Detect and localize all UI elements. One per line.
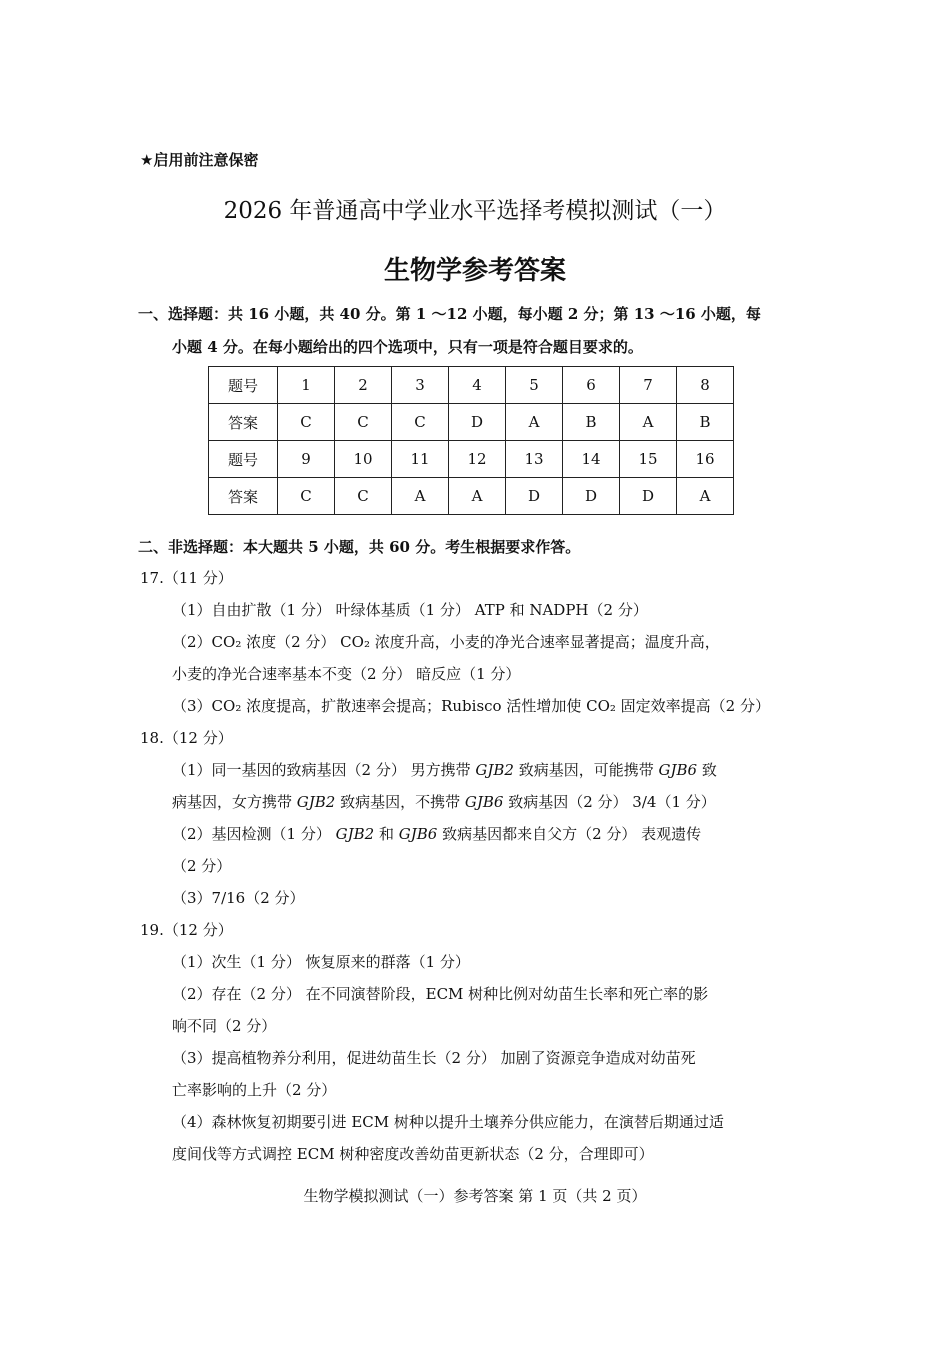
gene-name: GJB2 xyxy=(296,793,336,811)
question-number: 5 xyxy=(506,367,563,404)
question-number: 14 xyxy=(563,441,620,478)
q17-heading: 17.（11 分） xyxy=(140,569,233,587)
row-label: 题号 xyxy=(209,367,278,404)
answer-cell: A xyxy=(620,404,677,441)
answer-cell: A xyxy=(449,478,506,515)
q17-line: （1）自由扩散（1 分） 叶绿体基质（1 分） ATP 和 NADPH（2 分） xyxy=(172,601,648,619)
question-number: 16 xyxy=(677,441,734,478)
exam-title: 2026 年普通高中学业水平选择考模拟测试（一） xyxy=(223,198,727,224)
answer-cell: A xyxy=(506,404,563,441)
q18-line: （2 分） xyxy=(172,857,232,875)
row-label: 答案 xyxy=(209,478,278,515)
answer-cell: D xyxy=(563,478,620,515)
question-number: 4 xyxy=(449,367,506,404)
row-label: 题号 xyxy=(209,441,278,478)
q18-line: （1）同一基因的致病基因（2 分） 男方携带 GJB2 致病基因，可能携带 GJB6 致 xyxy=(172,761,717,779)
row-label: 答案 xyxy=(209,404,278,441)
question-number: 8 xyxy=(677,367,734,404)
question-number: 13 xyxy=(506,441,563,478)
q17-line: 小麦的净光合速率基本不变（2 分） 暗反应（1 分） xyxy=(172,665,521,683)
table-row xyxy=(209,441,734,478)
answer-cell: C xyxy=(335,478,392,515)
question-number: 1 xyxy=(278,367,335,404)
q18-line: 病基因，女方携带 GJB2 致病基因，不携带 GJB6 致病基因（2 分） 3/4（1 分） xyxy=(172,793,716,811)
q18-line: （3）7/16（2 分） xyxy=(172,889,305,907)
answer-cell: A xyxy=(392,478,449,515)
answer-cell: D xyxy=(620,478,677,515)
answer-cell: C xyxy=(392,404,449,441)
q19-line: （4）森林恢复初期要引进 ECM 树种以提升土壤养分供应能力，在演替后期通过适 xyxy=(172,1113,724,1131)
q17-line: （2）CO₂ 浓度（2 分） CO₂ 浓度升高，小麦的净光合速率显著提高；温度升高， xyxy=(172,633,720,651)
page-footer: 生物学模拟测试（一）参考答案 第 1 页（共 2 页） xyxy=(303,1187,647,1205)
q18-heading: 18.（12 分） xyxy=(140,729,233,747)
q19-line: 亡率影响的上升（2 分） xyxy=(172,1081,337,1099)
confidential-notice: ★启用前注意保密 xyxy=(140,151,259,169)
q19-line: （1）次生（1 分） 恢复原来的群落（1 分） xyxy=(172,953,470,971)
answer-cell: C xyxy=(278,478,335,515)
answer-cell: D xyxy=(506,478,563,515)
question-number: 15 xyxy=(620,441,677,478)
section1-heading-cont: 小题 4 分。在每小题给出的四个选项中，只有一项是符合题目要求的。 xyxy=(172,338,643,356)
question-number: 6 xyxy=(563,367,620,404)
question-number: 3 xyxy=(392,367,449,404)
section2-heading: 二、非选择题：本大题共 5 小题，共 60 分。考生根据要求作答。 xyxy=(138,538,581,556)
answer-cell: C xyxy=(278,404,335,441)
answer-cell: B xyxy=(563,404,620,441)
q17-line: （3）CO₂ 浓度提高，扩散速率会提高；Rubisco 活性增加使 CO₂ 固定效率提高（2 分） xyxy=(172,697,770,715)
document-title: 生物学参考答案 xyxy=(383,256,566,286)
answer-table xyxy=(208,366,734,515)
question-number: 9 xyxy=(278,441,335,478)
question-number: 11 xyxy=(392,441,449,478)
q19-line: （2）存在（2 分） 在不同演替阶段，ECM 树种比例对幼苗生长率和死亡率的影 xyxy=(172,985,709,1003)
section1-heading: 一、选择题：共 16 小题，共 40 分。第 1 ～12 小题，每小题 2 分；第 13 ～16 小题，每 xyxy=(138,305,761,323)
gene-name: GJB6 xyxy=(464,793,504,811)
answer-cell: B xyxy=(677,404,734,441)
answer-cell: C xyxy=(335,404,392,441)
answer-cell: D xyxy=(449,404,506,441)
question-number: 2 xyxy=(335,367,392,404)
gene-name: GJB6 xyxy=(398,825,438,843)
table-row xyxy=(209,404,734,441)
gene-name: GJB2 xyxy=(335,825,375,843)
answer-cell: A xyxy=(677,478,734,515)
q19-line: 响不同（2 分） xyxy=(172,1017,277,1035)
table-row xyxy=(209,478,734,515)
gene-name: GJB6 xyxy=(658,761,698,779)
table-row xyxy=(209,367,734,404)
gene-name: GJB2 xyxy=(475,761,514,779)
q19-line: 度间伐等方式调控 ECM 树种密度改善幼苗更新状态（2 分，合理即可） xyxy=(172,1145,654,1163)
question-number: 7 xyxy=(620,367,677,404)
question-number: 12 xyxy=(449,441,506,478)
question-number: 10 xyxy=(335,441,392,478)
q19-line: （3）提高植物养分利用，促进幼苗生长（2 分） 加剧了资源竞争造成对幼苗死 xyxy=(172,1049,696,1067)
q19-heading: 19.（12 分） xyxy=(140,921,233,939)
q18-line: （2）基因检测（1 分） GJB2 和 GJB6 致病基因都来自父方（2 分） 表观遗传 xyxy=(172,825,702,843)
